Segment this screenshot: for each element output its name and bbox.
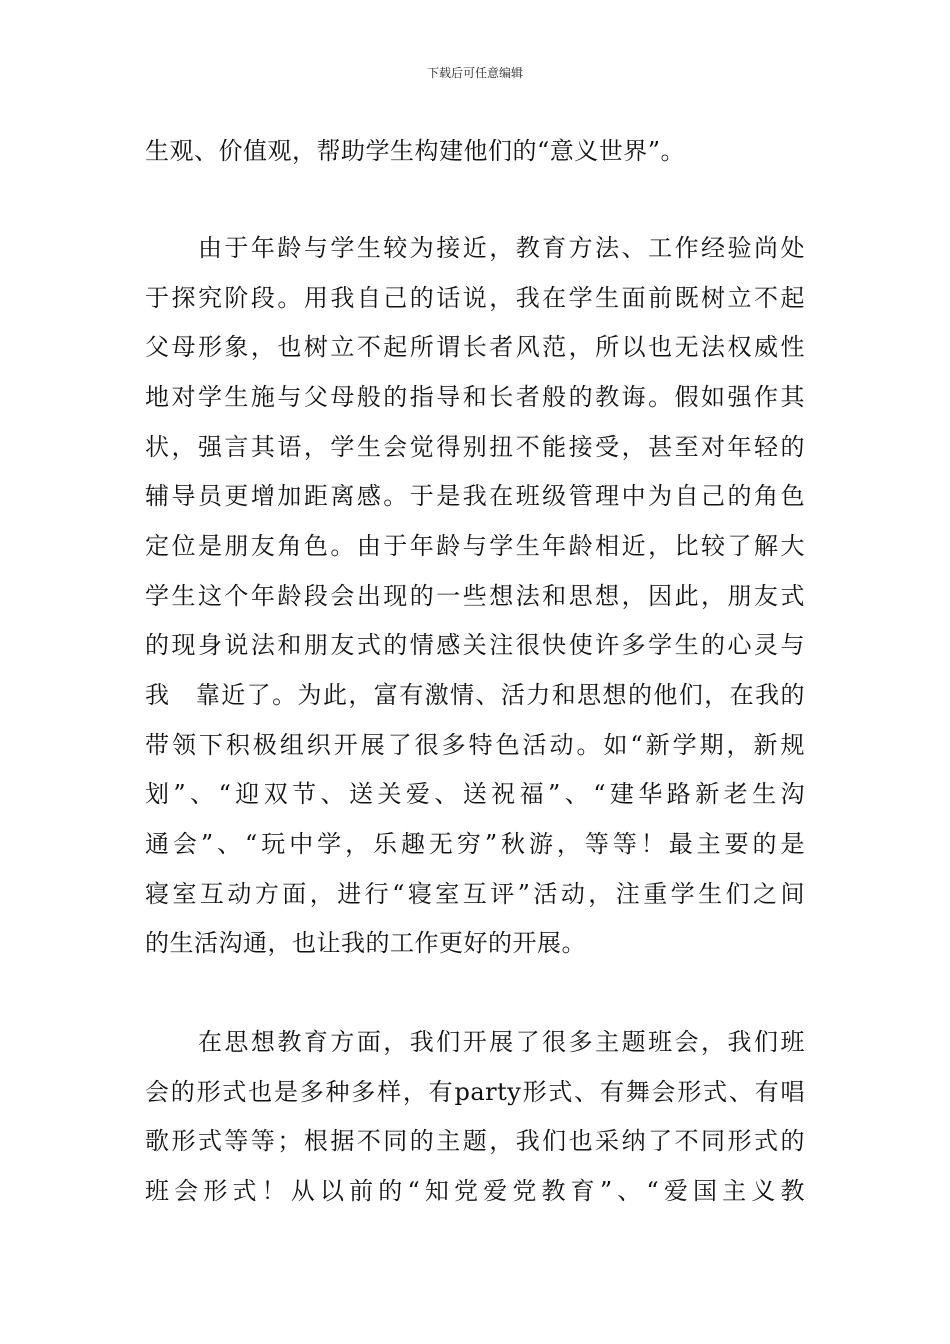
text-line: 我 靠近了。为此，富有激情、活力和思想的他们，在我的 (145, 681, 805, 709)
text-line: 的生活沟通，也让我的工作更好的开展。 (145, 929, 586, 957)
text-line: 辅导员更增加距离感。于是我在班级管理中为自己的角色 (145, 482, 805, 510)
text-line: 于探究阶段。用我自己的话说，我在学生面前既树立不起 (145, 284, 805, 312)
text-line: 生观、价值观，帮助学生构建他们的“意义世界”。 (145, 137, 686, 165)
text-line: 的现身说法和朋友式的情感关注很快使许多学生的心灵与 (145, 631, 805, 659)
text-line: 在思想教育方面，我们开展了很多主题班会，我们班 (145, 1028, 805, 1056)
text-line: 划”、“迎双节、送关爱、送祝福”、“建华路新老生沟 (145, 780, 805, 808)
text-line: 歌形式等等；根据不同的主题，我们也采纳了不同形式的 (145, 1127, 805, 1155)
text-line: 带领下积极组织开展了很多特色活动。如“新学期，新规 (145, 731, 805, 759)
page-header: 下载后可任意编辑 (426, 66, 523, 80)
text-line: 由于年龄与学生较为接近，教育方法、工作经验尚处 (145, 234, 805, 262)
text-line: 状，强言其语，学生会觉得别扭不能接受，甚至对年轻的 (145, 433, 805, 461)
text-line: 父母形象，也树立不起所谓长者风范，所以也无法权威性 (145, 333, 805, 361)
text-line: 定位是朋友角色。由于年龄与学生年龄相近，比较了解大 (145, 532, 805, 560)
text-line: 会的形式也是多种多样，有party形式、有舞会形式、有唱 (145, 1078, 805, 1106)
text-line: 学生这个年龄段会出现的一些想法和思想，因此，朋友式 (145, 582, 805, 610)
text-line: 寝室互动方面，进行“寝室互评”活动，注重学生们之间 (145, 880, 805, 908)
text-line: 地对学生施与父母般的指导和长者般的教诲。假如强作其 (145, 383, 805, 411)
text-line: 通会”、“玩中学，乐趣无穷”秋游，等等！最主要的是 (145, 830, 805, 858)
text-line: 班会形式！从以前的“知党爱党教育”、“爱国主义教 (145, 1177, 805, 1205)
